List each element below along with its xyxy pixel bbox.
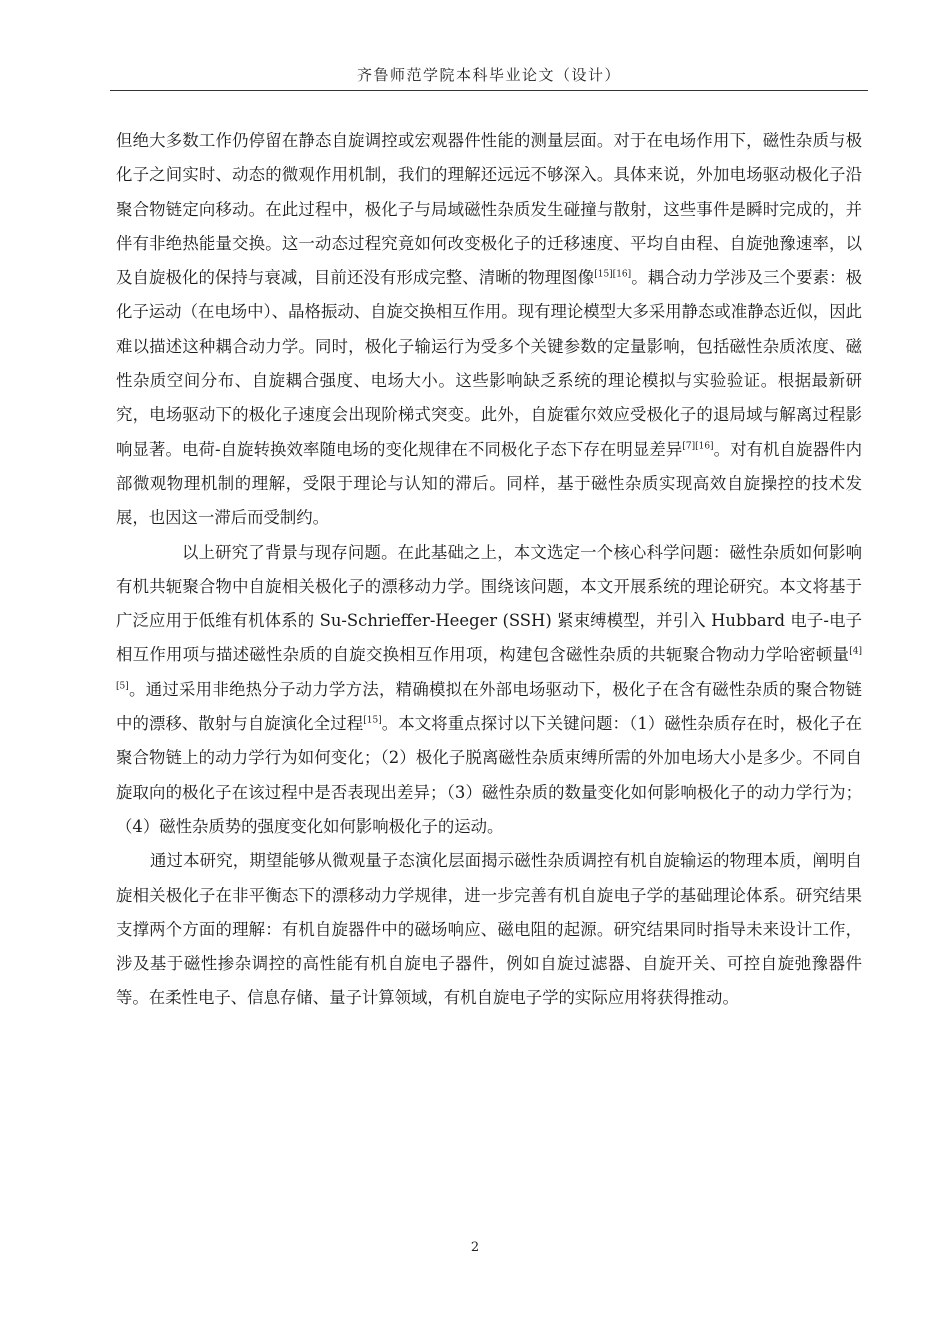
citation: [15] — [363, 715, 382, 726]
paragraph-1-text-c: 。对有机自旋器件内部微观物理机制的理解，受限于理论与认知的滞后。同样，基于磁性杂质实现高效自旋操控的技术发展，也因这一滞后而受制约。 — [116, 439, 862, 528]
paragraph-1 — [116, 124, 862, 536]
paragraph-1-text-b: 。耦合动力学涉及三个要素：极化子运动（在电场中）、晶格振动、自旋交换相互作用。现有理论模型大多采用静态或准静态近似，因此难以描述这种耦合动力学。同时，极化子输运行为受多个关键参数的定量影响，包括磁性杂质浓度、磁性杂质空间分布、自旋耦合强度、电场大小。这些影响缺乏系统的理论模拟与实验验证。根据最新研究，电场驱动下的极化子速度会出现阶梯式突变。此外，自旋霍尔效应受极化子的退局域与解离过程影响显著。电荷-自旋转换效率随电场的变化规律在不同极化子态下存在明显差异 — [116, 268, 863, 459]
citation: [4][5] — [116, 646, 862, 692]
page-header: 齐鲁师范学院本科毕业论文（设计） — [356, 66, 621, 84]
paragraph-2-text-c: 。本文将重点探讨以下关键问题：（1）磁性杂质存在时，极化子在聚合物链上的动力学行为如何变化；（2）极化子脱离磁性杂质束缚所需的外加电场大小是多少。不同自旋取向的极化子在该过程中是否表现出差异；（3）磁性杂质的数量变化如何影响极化子的动力学行为；（4）磁性杂质势的强度变化如何影响极化子的运动。 — [116, 714, 863, 836]
paragraph-2-text-b: 。通过采用非绝热分子动力学方法，精确模拟在外部电场驱动下，极化子在含有磁性杂质的聚合物链中的漂移、散射与自旋演化全过程 — [116, 679, 862, 734]
paragraph-2 — [116, 536, 862, 845]
page-number: 2 — [470, 1240, 480, 1255]
paragraph-1-text-a: 但绝大多数工作仍停留在静态自旋调控或宏观器件性能的测量层面。对于在电场作用下，磁性杂质与极化子之间实时、动态的微观作用机制，我们的理解还远远不够深入。具体来说，外加电场驱动极化子沿聚合物链定向移动。在此过程中，极化子与局域磁性杂质发生碰撞与散射，这些事件是瞬时完成的，并伴有非绝热能量交换。这一动态过程究竟如何改变极化子的迁移速度、平均自由程、自旋弛豫速率，以及自旋极化的保持与衰减，目前还没有形成完整、清晰的物理图像 — [116, 131, 862, 288]
paragraph-3-text: 通过本研究，期望能够从微观量子态演化层面揭示磁性杂质调控有机自旋输运的物理本质，阐明自旋相关极化子在非平衡态下的漂移动力学规律，进一步完善有机自旋电子学的基础理论体系。研究结果支撑两个方面的理解：有机自旋器件中的磁场响应、磁电阻的起源。研究结果同时指导未来设计工作，涉及基于磁性掺杂调控的高性能有机自旋电子器件，例如自旋过滤器、自旋开关、可控自旋弛豫器件等。在柔性电子、信息存储、量子计算领域，有机自旋电子学的实际应用将获得推动。 — [116, 851, 862, 1008]
citation: [15][16] — [594, 269, 632, 280]
paragraph-2-text-a: 以上研究了背景与现存问题。在此基础之上，本文选定一个核心科学问题：磁性杂质如何影响有机共轭聚合物中自旋相关极化子的漂移动力学。围绕该问题，本文开展系统的理论研究。本文将基于广泛应用于低维有机体系的 Su-Schrieffer-Heeger (SSH) 紧束缚模型，并引入 Hubbard 电子-电子相互作用项与描述磁性杂质的自旋交换相互作用项，构建包含磁性杂质的共轭聚合物动力学哈密顿量 — [116, 542, 862, 665]
paragraph-3 — [116, 844, 862, 1015]
citation: [7][16] — [682, 441, 714, 452]
body-text — [116, 124, 862, 1016]
header-rule — [110, 90, 868, 91]
